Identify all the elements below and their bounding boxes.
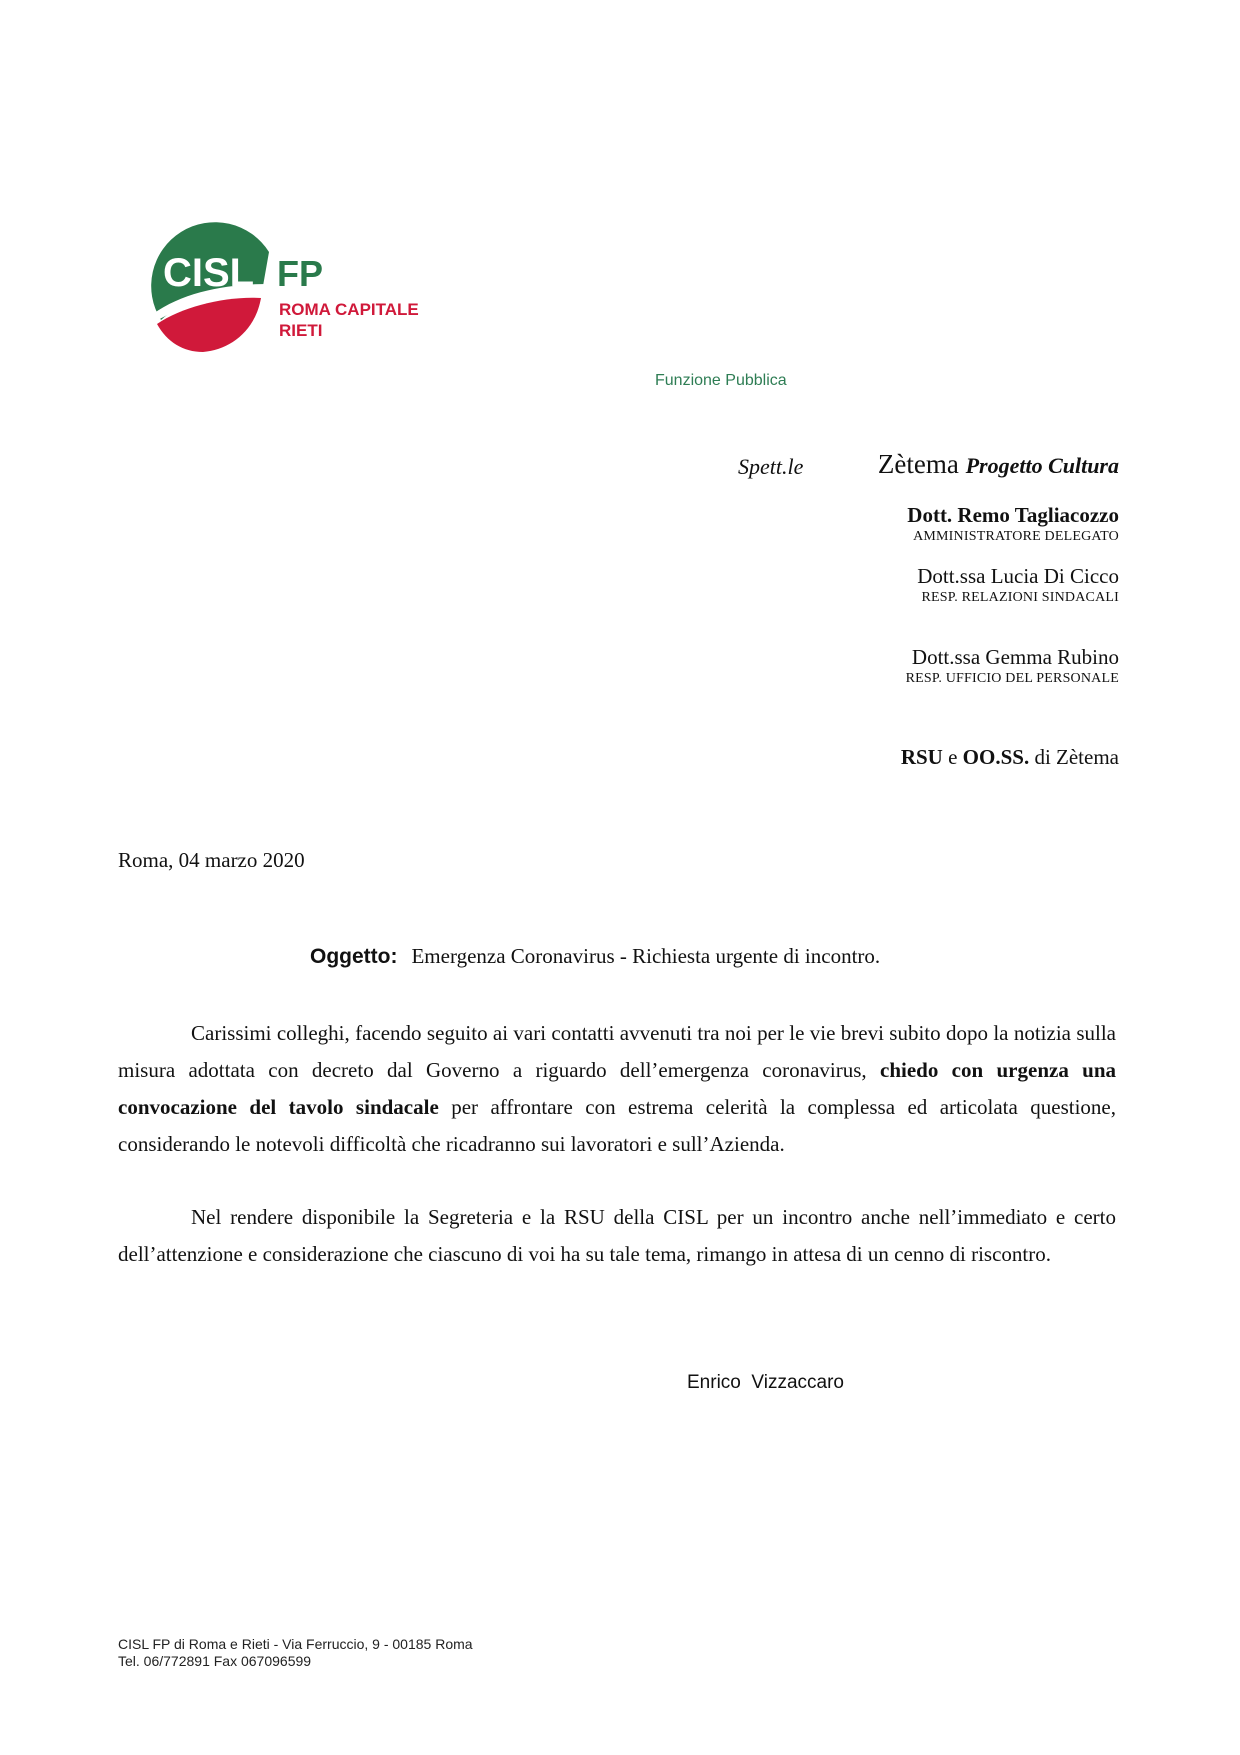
recipient-role: RESP. UFFICIO DEL PERSONALE — [905, 671, 1119, 686]
recipient-1 — [907, 502, 1119, 546]
body-paragraph-2: Nel rendere disponibile la Segreteria e la RSU della CISL per un incontro anche nell’immediato e certo dell’attenzione e considerazione che ciascuno di voi ha su tale tema, rimango in attesa di un cenno di riscontro. — [118, 1205, 1116, 1266]
footer-contacts: Tel. 06/772891 Fax 067096599 — [118, 1653, 312, 1669]
recipient-company — [878, 449, 1119, 480]
paragraph-text: Carissimi colleghi, facendo seguito ai vari contatti avvenuti tra noi per le vie brevi subito dopo la notizia sulla misura adottata con decreto dal Governo a riguardo dell’emergenza coronavirus, — [118, 1021, 1116, 1082]
recipient-name: Dott.ssa Gemma Rubino — [911, 645, 1119, 669]
recipient-name: Dott.ssa Lucia Di Cicco — [917, 564, 1119, 588]
signature-name: Enrico Vizzaccaro — [687, 1372, 844, 1393]
ooss-label: OO.SS. — [962, 745, 1030, 769]
logo-region-line2: RIETI — [279, 321, 323, 340]
rsu-company: di Zètema — [1029, 745, 1119, 769]
company-tagline: Progetto Cultura — [965, 453, 1119, 478]
subject-line — [310, 944, 880, 969]
rsu-conj: e — [942, 745, 963, 769]
logo-division: FP — [277, 253, 324, 294]
recipient-name: Dott. Remo Tagliacozzo — [907, 503, 1119, 527]
department-line: Funzione Pubblica — [655, 372, 787, 389]
rsu-label: RSU — [900, 745, 943, 769]
logo-wordmark: CISL — [163, 251, 255, 295]
cisl-fp-logo — [143, 222, 463, 362]
subject-label: Oggetto: — [310, 945, 398, 968]
recipient-2 — [917, 563, 1119, 607]
footer — [118, 1636, 473, 1670]
logo-region-line1: ROMA CAPITALE — [279, 300, 419, 319]
subject-text: Emergenza Coronavirus - Richiesta urgente di incontro. — [411, 944, 881, 968]
recipient-role: AMMINISTRATORE DELEGATO — [913, 529, 1119, 544]
body-paragraph-1 — [118, 1015, 1116, 1163]
footer-address: CISL FP di Roma e Rieti - Via Ferruccio, 9 - 00185 Roma — [118, 1636, 473, 1652]
letter-date: Roma, 04 marzo 2020 — [118, 848, 305, 872]
paragraph-text: per affrontare con estrema celerità la complessa ed articolata questione, considerando le notevoli difficoltà che ricadranno sui lavoratori e sull’Azienda. — [118, 1095, 1116, 1156]
paragraph-emphasis: chiedo con urgenza una convocazione del tavolo sindacale — [118, 1058, 1117, 1119]
recipient-rsu — [901, 744, 1119, 770]
company-name: Zètema — [877, 449, 959, 479]
recipient-role: RESP. RELAZIONI SINDACALI — [921, 590, 1119, 605]
recipient-3 — [906, 644, 1119, 688]
logo-emblem — [143, 222, 463, 362]
greeting: Spett.le — [738, 454, 804, 479]
